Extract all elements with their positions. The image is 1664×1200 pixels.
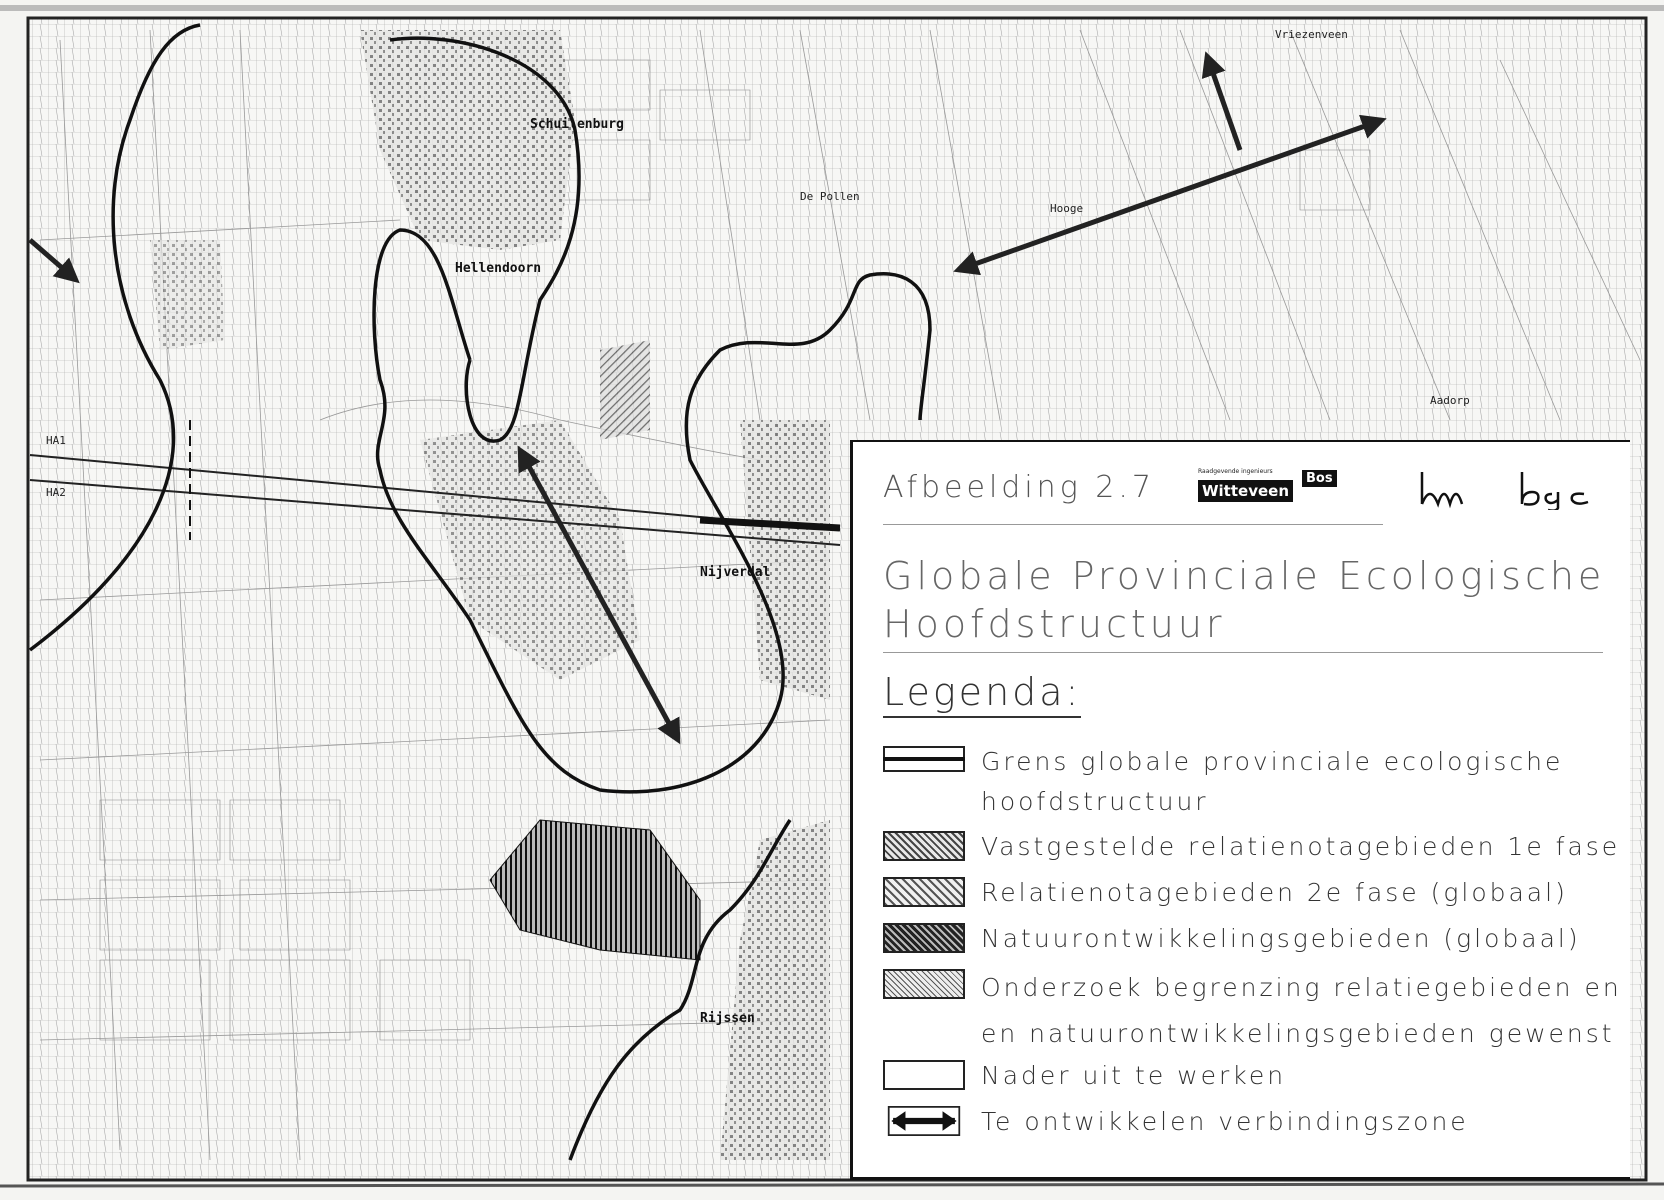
bos-text: Bos — [1302, 470, 1337, 487]
witteveen-text: Witteveen — [1198, 480, 1293, 502]
header-divider — [883, 524, 1383, 525]
boundary-line-swatch — [883, 746, 965, 772]
legenda-heading: Legenda: — [883, 670, 1081, 718]
label-schuilenburg: Schuilenburg — [530, 117, 624, 132]
witteveen-bos-logo — [1198, 468, 1348, 508]
bm-logo — [1418, 470, 1468, 510]
legend-item-boundary-text: Grens globale provinciale ecologische hoofdstructuur — [981, 747, 1564, 816]
hatch-light-swatch — [883, 969, 965, 999]
label-nijverdal: Nijverdal — [700, 565, 771, 580]
label-ha2: HA2 — [46, 486, 66, 499]
empty-swatch — [883, 1060, 965, 1090]
legend-item-relatienota-2-text: Relatienotagebieden 2e fase (globaal) — [981, 878, 1568, 907]
legend-item-onderzoek-text: Onderzoek begrenzing relatiegebieden en en natuurontwikkelingsgebieden gewenst — [981, 973, 1622, 1048]
bgc-logo — [1518, 470, 1596, 510]
label-de-pollen: De Pollen — [800, 190, 860, 203]
label-rijssen: Rijssen — [700, 1011, 755, 1026]
hatch-dense-swatch — [883, 831, 965, 861]
map-title — [883, 552, 1623, 648]
legend-item-verbindingszone-text: Te ontwikkelen verbindingszone — [981, 1107, 1469, 1136]
label-hellendoorn: Hellendoorn — [455, 261, 542, 276]
double-arrow-swatch — [883, 1106, 965, 1136]
legend-item-relatienota-1-text: Vastgestelde relatienotagebieden 1e fase — [981, 832, 1621, 861]
legend-item-nader-text: Nader uit te werken — [981, 1061, 1287, 1090]
title-line-2: Hoofdstructuur — [883, 602, 1226, 646]
label-hoogeveld: Hooge — [1050, 202, 1084, 215]
label-ha1: HA1 — [46, 434, 66, 447]
legend-item-natuurontwikkeling-text: Natuurontwikkelingsgebieden (globaal) — [981, 924, 1581, 953]
witteveen-small-text: Raadgevende ingenieurs — [1198, 468, 1273, 475]
label-aadorp: Aadorp — [1430, 394, 1470, 407]
figure-label: Afbeelding 2.7 — [883, 470, 1155, 505]
hatch-dark-swatch — [883, 923, 965, 953]
title-line-1: Globale Provinciale Ecologische — [883, 554, 1606, 598]
legend-panel — [850, 440, 1630, 1180]
hatch-medium-swatch — [883, 877, 965, 907]
title-divider — [883, 652, 1603, 653]
label-vriezenveen: Vriezenveen — [1275, 28, 1348, 41]
